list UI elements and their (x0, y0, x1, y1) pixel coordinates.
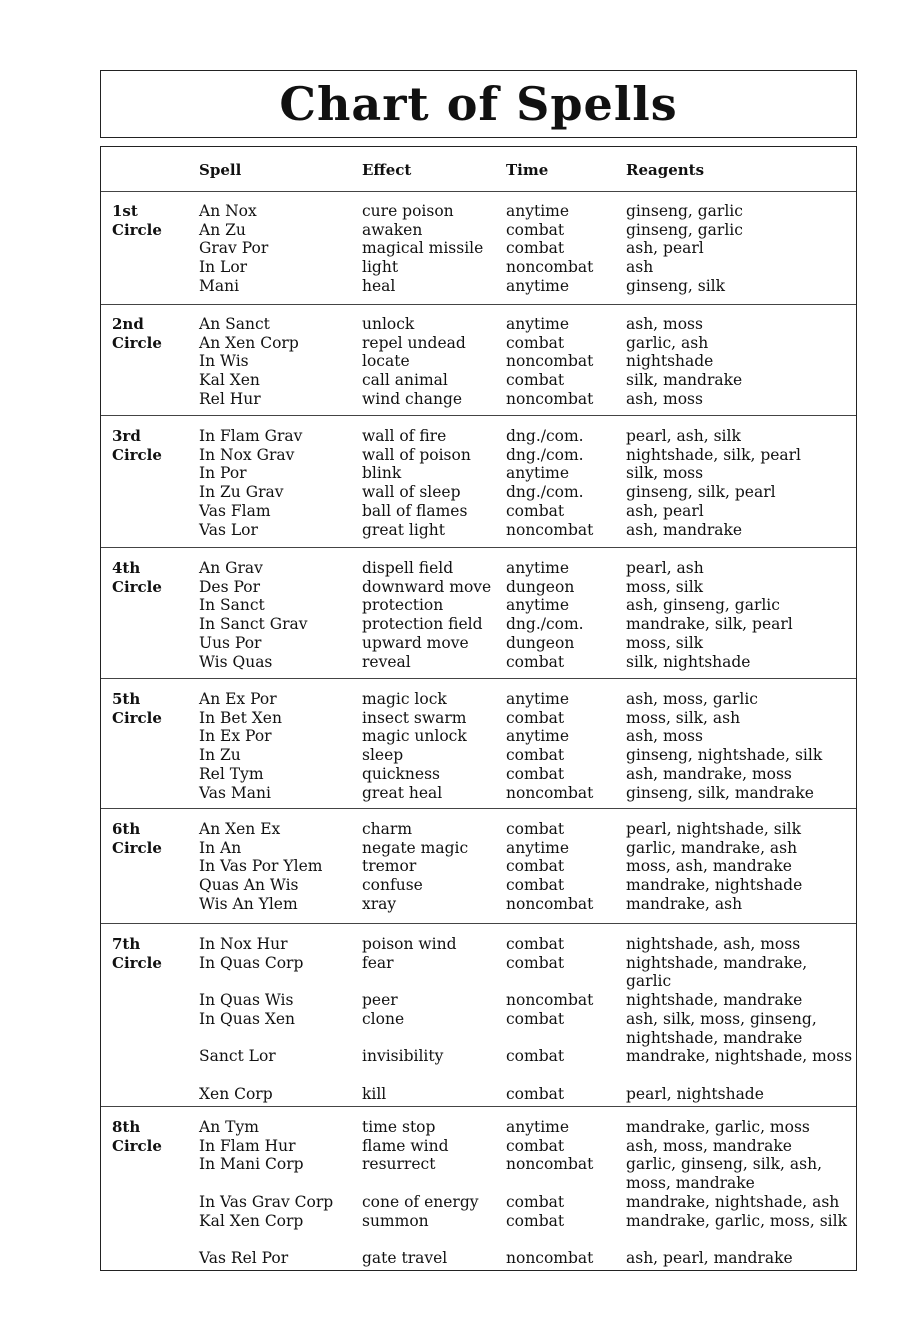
circle-label (112, 1118, 162, 1155)
spell-effect: magic unlock (362, 727, 467, 746)
spell-name: Quas An Wis (199, 876, 299, 895)
spell-time: anytime (506, 1118, 570, 1136)
spell-reagents: silk, moss (626, 464, 704, 483)
circle-label (112, 202, 162, 239)
spell-time: anytime (506, 464, 570, 483)
spell-name: In Vas Por Ylem (199, 857, 323, 876)
circle-number: 2nd (112, 315, 144, 333)
spell-name: In Quas Wis (199, 991, 294, 1010)
circle-label (112, 559, 162, 596)
spell-time: noncombat (506, 520, 594, 539)
circle-label (112, 820, 162, 857)
spell-name: In Flam Grav (199, 427, 303, 445)
circle-word: Circle (112, 953, 162, 972)
spell-effect: time stop (362, 1118, 436, 1136)
spell-time: anytime (506, 838, 570, 857)
spell-name: Kal Xen (199, 371, 260, 390)
spell-name: Kal Xen Corp (199, 1211, 304, 1230)
spell-effect: ball of flames (362, 501, 468, 520)
spell-name: Xen Corp (199, 1084, 273, 1103)
spell-name: An Tym (199, 1118, 259, 1136)
spell-effect: upward move (362, 633, 469, 652)
spell-effect: cure poison (362, 202, 454, 220)
spell-reagents: moss, silk, ash (626, 708, 741, 727)
circle-label (112, 315, 162, 352)
spell-effect: kill (362, 1084, 387, 1103)
spell-name: In Lor (199, 258, 248, 277)
spell-reagents: ash, moss, mandrake (626, 1136, 792, 1155)
circle-word: Circle (112, 445, 162, 464)
spell-time: combat (506, 935, 565, 953)
spell-time: combat (506, 1211, 565, 1230)
spell-time: anytime (506, 690, 570, 708)
spell-time: noncombat (506, 1248, 594, 1267)
spell-effect: wind change (362, 389, 463, 408)
spell-reagents: nightshade, ash, moss (626, 935, 801, 953)
spell-name: In Flam Hur (199, 1136, 296, 1155)
spell-name: An Ex Por (199, 690, 277, 708)
spell-name: Vas Rel Por (199, 1248, 289, 1267)
spell-name: An Nox (199, 202, 257, 220)
circle-number: 5th (112, 690, 141, 708)
spell-time: dng./com. (506, 483, 584, 502)
spell-effect: wall of sleep (362, 483, 461, 502)
spell-time: dungeon (506, 633, 575, 652)
spell-name: Uus Por (199, 633, 262, 652)
spell-effect: wall of fire (362, 427, 447, 445)
spell-effect: quickness (362, 764, 440, 783)
spell-effect: call animal (362, 371, 448, 390)
spell-reagents: nightshade, mandrake, garlic (626, 953, 808, 991)
spell-reagents: mandrake, garlic, moss (626, 1118, 810, 1136)
section-divider (101, 923, 856, 924)
spell-reagents: ash, pearl (626, 239, 704, 258)
spell-reagents: ginseng, silk, mandrake (626, 783, 814, 802)
spell-name: In Sanct Grav (199, 615, 308, 634)
spell-reagents: ash, ginseng, garlic (626, 596, 780, 615)
spell-reagents: silk, nightshade (626, 652, 751, 671)
spell-time: combat (506, 652, 565, 671)
spell-chart (100, 146, 857, 1271)
spell-name: Rel Hur (199, 389, 261, 408)
spell-name: An Zu (199, 220, 246, 239)
circle-number: 1st (112, 202, 138, 220)
spell-reagents: moss, silk (626, 577, 704, 596)
spell-time: anytime (506, 202, 570, 220)
spell-name: Mani (199, 276, 240, 295)
spell-effect: confuse (362, 876, 423, 895)
spell-name: In Quas Corp (199, 953, 304, 972)
spell-time: noncombat (506, 991, 594, 1010)
spell-name: Vas Mani (199, 783, 271, 802)
section-divider (101, 304, 856, 305)
spell-time: combat (506, 1192, 565, 1211)
spell-effect: locate (362, 352, 410, 371)
spell-time: combat (506, 1047, 565, 1066)
spell-name: Wis An Ylem (199, 894, 298, 913)
circle-word: Circle (112, 1136, 162, 1155)
spell-effect: downward move (362, 577, 492, 596)
spell-reagents: ginseng, garlic (626, 220, 743, 239)
spell-name: In Zu (199, 746, 241, 765)
spell-reagents: ash, mandrake, moss (626, 764, 792, 783)
spell-time: combat (506, 220, 565, 239)
spell-effect: dispell field (362, 559, 454, 577)
spell-name: An Grav (199, 559, 263, 577)
spell-effect: repel undead (362, 333, 466, 352)
spell-name: In An (199, 838, 242, 857)
spell-effect: gate travel (362, 1248, 448, 1267)
section-divider (101, 1106, 856, 1107)
spell-name: In Wis (199, 352, 249, 371)
spell-reagents: ash, mandrake (626, 520, 743, 539)
spell-time: combat (506, 876, 565, 895)
spell-reagents: pearl, ash (626, 559, 704, 577)
spell-effect: heal (362, 276, 396, 295)
spell-effect: unlock (362, 315, 415, 333)
circle-number: 6th (112, 820, 141, 838)
spell-reagents: garlic, mandrake, ash (626, 838, 798, 857)
spell-time: combat (506, 1084, 565, 1103)
spell-name: In Zu Grav (199, 483, 284, 502)
spell-effect: great light (362, 520, 445, 539)
circle-label (112, 935, 162, 972)
circle-number: 3rd (112, 427, 141, 445)
spell-reagents: nightshade (626, 352, 714, 371)
spell-reagents: ash, moss (626, 389, 703, 408)
spell-reagents: garlic, ash (626, 333, 709, 352)
spell-effect: great heal (362, 783, 443, 802)
spell-reagents: silk, mandrake (626, 371, 743, 390)
spell-time: combat (506, 764, 565, 783)
spell-name: Rel Tym (199, 764, 264, 783)
spell-effect: blink (362, 464, 402, 483)
spell-time: dng./com. (506, 427, 584, 445)
spell-reagents: pearl, nightshade, silk (626, 820, 802, 838)
spell-name: In Sanct (199, 596, 265, 615)
section-divider (101, 678, 856, 679)
header-effect: Effect (362, 161, 412, 179)
spell-time: noncombat (506, 894, 594, 913)
spell-time: noncombat (506, 352, 594, 371)
spell-name: An Xen Corp (199, 333, 299, 352)
spell-reagents: ginseng, silk, pearl (626, 483, 776, 502)
spell-time: anytime (506, 315, 570, 333)
spell-time: dng./com. (506, 445, 584, 464)
spell-reagents: moss, ash, mandrake (626, 857, 792, 876)
header-time: Time (506, 161, 549, 179)
spell-reagents: ash, pearl (626, 501, 704, 520)
spell-time: combat (506, 708, 565, 727)
spell-effect: sleep (362, 746, 404, 765)
spell-name: Des Por (199, 577, 261, 596)
circle-word: Circle (112, 333, 162, 352)
spell-name: In Mani Corp (199, 1155, 304, 1174)
spell-reagents: pearl, ash, silk (626, 427, 741, 445)
page-title: Chart of Spells (279, 77, 678, 131)
spell-time: combat (506, 1009, 565, 1028)
spell-effect: negate magic (362, 838, 469, 857)
spell-time: dng./com. (506, 615, 584, 634)
spell-effect: magical missile (362, 239, 484, 258)
circle-number: 7th (112, 935, 141, 953)
spell-effect: clone (362, 1009, 405, 1028)
spell-time: combat (506, 1136, 565, 1155)
section-divider (101, 547, 856, 548)
spell-name: Vas Flam (199, 501, 271, 520)
circle-number: 8th (112, 1118, 141, 1136)
spell-reagents: mandrake, garlic, moss, silk (626, 1211, 847, 1230)
spell-reagents: ash, silk, moss, ginseng, nightshade, mandrake (626, 1009, 817, 1047)
spell-time: combat (506, 333, 565, 352)
spell-effect: resurrect (362, 1155, 436, 1174)
spell-reagents: ash, moss, garlic (626, 690, 758, 708)
circle-word: Circle (112, 708, 162, 727)
spell-effect: protection field (362, 615, 483, 634)
spell-effect: invisibility (362, 1047, 444, 1066)
spell-time: combat (506, 501, 565, 520)
circle-number: 4th (112, 559, 141, 577)
spell-reagents: mandrake, nightshade, moss (626, 1047, 853, 1066)
spell-name: In Quas Xen (199, 1009, 296, 1028)
spell-reagents: nightshade, mandrake (626, 991, 803, 1010)
spell-name: In Nox Grav (199, 445, 295, 464)
spell-time: anytime (506, 727, 570, 746)
circle-word: Circle (112, 838, 162, 857)
spell-reagents: ash, moss (626, 727, 703, 746)
spell-effect: tremor (362, 857, 417, 876)
spell-time: noncombat (506, 783, 594, 802)
circle-word: Circle (112, 220, 162, 239)
spell-time: combat (506, 746, 565, 765)
spell-name: An Sanct (199, 315, 270, 333)
spell-reagents: mandrake, ash (626, 894, 743, 913)
spell-effect: insect swarm (362, 708, 467, 727)
header-reagents: Reagents (626, 161, 705, 179)
spell-time: combat (506, 371, 565, 390)
section-divider (101, 415, 856, 416)
spell-reagents: moss, silk (626, 633, 704, 652)
spell-name: Grav Por (199, 239, 269, 258)
spell-effect: charm (362, 820, 413, 838)
spell-name: In Vas Grav Corp (199, 1192, 334, 1211)
spell-reagents: nightshade, silk, pearl (626, 445, 802, 464)
spell-effect: light (362, 258, 399, 277)
spell-reagents: ginseng, nightshade, silk (626, 746, 823, 765)
spell-time: combat (506, 820, 565, 838)
spell-effect: xray (362, 894, 397, 913)
spell-effect: wall of poison (362, 445, 471, 464)
spell-name: In Bet Xen (199, 708, 282, 727)
spell-effect: fear (362, 953, 394, 972)
circle-label (112, 690, 162, 727)
spell-name: In Ex Por (199, 727, 272, 746)
header-spell: Spell (199, 161, 242, 179)
section-divider (101, 808, 856, 809)
spell-effect: magic lock (362, 690, 447, 708)
spell-reagents: garlic, ginseng, silk, ash, moss, mandrake (626, 1155, 822, 1193)
spell-time: combat (506, 953, 565, 972)
spell-reagents: ash, moss (626, 315, 703, 333)
spell-effect: cone of energy (362, 1192, 479, 1211)
spell-time: combat (506, 239, 565, 258)
spell-effect: reveal (362, 652, 411, 671)
spell-effect: flame wind (362, 1136, 449, 1155)
spell-effect: protection (362, 596, 444, 615)
spell-time: combat (506, 857, 565, 876)
spell-name: Vas Lor (199, 520, 258, 539)
spell-time: noncombat (506, 258, 594, 277)
spell-time: noncombat (506, 389, 594, 408)
spell-time: anytime (506, 559, 570, 577)
title-banner (100, 70, 857, 138)
spell-reagents: mandrake, nightshade (626, 876, 803, 895)
spell-reagents: ash, pearl, mandrake (626, 1248, 793, 1267)
circle-label (112, 427, 162, 464)
spell-reagents: ginseng, garlic (626, 202, 743, 220)
spell-effect: peer (362, 991, 398, 1010)
spell-name: An Xen Ex (199, 820, 281, 838)
header-divider (101, 191, 856, 192)
spell-name: Sanct Lor (199, 1047, 276, 1066)
spell-reagents: mandrake, silk, pearl (626, 615, 793, 634)
spell-effect: poison wind (362, 935, 457, 953)
spell-reagents: pearl, nightshade (626, 1084, 764, 1103)
spell-name: In Por (199, 464, 247, 483)
spell-time: dungeon (506, 577, 575, 596)
spell-reagents: ginseng, silk (626, 276, 726, 295)
spell-name: Wis Quas (199, 652, 273, 671)
spell-reagents: mandrake, nightshade, ash (626, 1192, 840, 1211)
spell-time: noncombat (506, 1155, 594, 1174)
spell-time: anytime (506, 276, 570, 295)
spell-time: anytime (506, 596, 570, 615)
circle-word: Circle (112, 577, 162, 596)
spell-effect: awaken (362, 220, 423, 239)
spell-reagents: ash (626, 258, 654, 277)
spell-effect: summon (362, 1211, 429, 1230)
spell-name: In Nox Hur (199, 935, 288, 953)
